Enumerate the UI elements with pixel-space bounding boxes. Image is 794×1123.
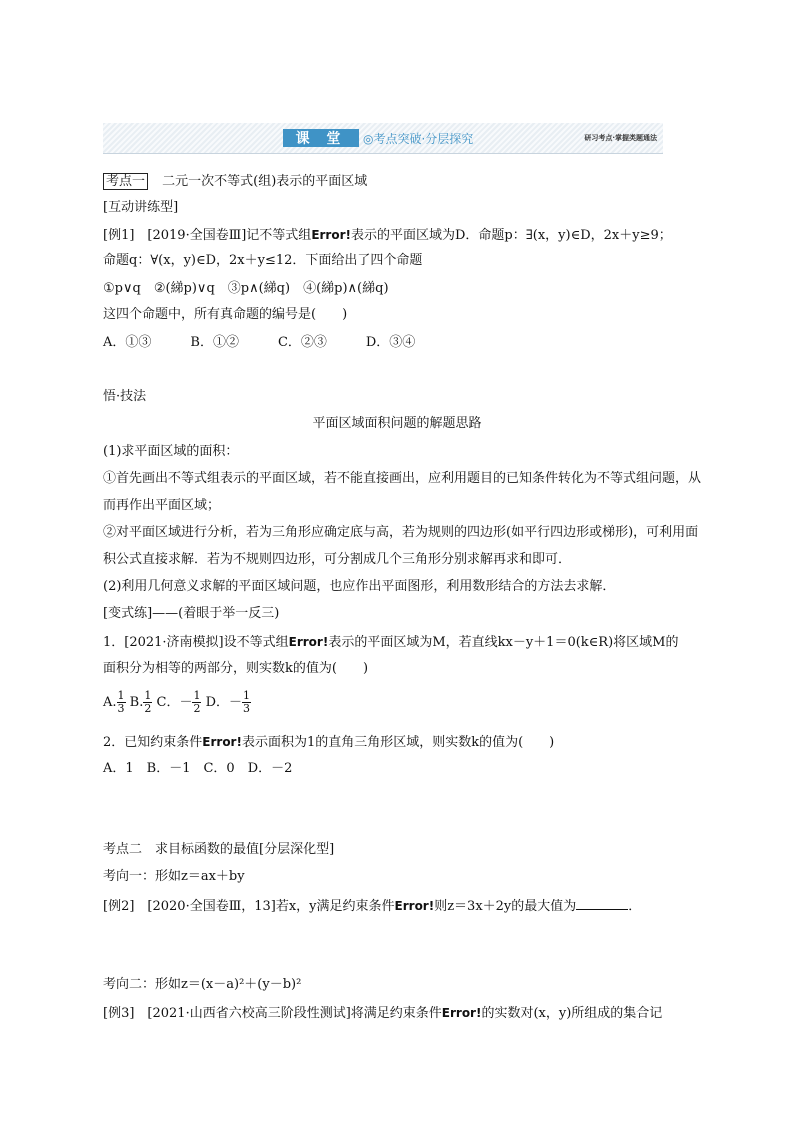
banner-tag: 课 堂 [283, 129, 359, 147]
example1-line2: 命题q：∀(x，y)∈D，2x＋y≤12．下面给出了四个命题 [103, 253, 423, 268]
section1-label: 考点一 [103, 173, 148, 190]
answer-blank [576, 897, 628, 910]
fraction-a: $\frac{1}{3}$ [117, 689, 125, 715]
banner-right-text: 研习考点·掌握类题通法 [584, 134, 657, 142]
example2: [例2] [2020·全国卷Ⅲ，13]若x，y满足约束条件Error!则z＝3x＋2y的最大值为 ． [103, 899, 642, 914]
variant1-options: A. $\frac{1}{3}$ B. $\frac{1}{2}$ C．－ $\frac{1}{2}$ D．－ $\frac{1}{3}$ [103, 689, 251, 715]
method-title: 平面区域面积问题的解题思路 [312, 416, 482, 431]
method-line5: 积公式直接求解．若为不规则四边形，可分割成几个三角形分别求解再求和即可． [103, 552, 572, 567]
section1-heading [103, 173, 367, 191]
fraction-b: $\frac{1}{2}$ [144, 689, 152, 715]
example1-propositions: ①p∨q ②(綈p)∨q ③p∧(綈q) ④(綈p)∧(綈q) [103, 281, 389, 296]
fraction-c: $\frac{1}{2}$ [193, 689, 201, 715]
section-banner [103, 123, 663, 154]
direction2: 考向二：形如z＝(x－a)²＋(y－b)² [103, 977, 302, 992]
variant2-line1: 2．已知约束条件Error!表示面积为1的直角三角形区域，则实数k的值为( ) [103, 735, 555, 750]
example1-line1: [例1] [2019·全国卷Ⅲ]记不等式组Error!表示的平面区域为D．命题p：∃(x，y)∈D，2x＋y≥9； [103, 228, 672, 243]
variant1-line2: 面积分为相等的两部分，则实数k的值为( ) [103, 661, 369, 676]
variant-title: [变式练]——(着眼于举一反三) [103, 606, 280, 621]
section2-title: 考点二 求目标函数的最值[分层深化型] [103, 842, 335, 857]
example3: [例3] [2021·山西省六校高三阶段性测试]将满足约束条件Error!的实数对(x，y)所组成的集合记 [103, 1006, 663, 1021]
method-line6: (2)利用几何意义求解的平面区域问题，也应作出平面图形，利用数形结合的方法去求解． [103, 579, 616, 594]
method-line1: (1)求平面区域的面积： [103, 444, 239, 459]
example1-options: A．①③ B．①② C．②③ D．③④ [103, 335, 416, 350]
section1-title: 二元一次不等式(组)表示的平面区域 [162, 174, 368, 189]
variant1-line1: 1．[2021·济南模拟]设不等式组Error!表示的平面区域为M，若直线kx－y＋1＝0(k∈R)将区域M的 [103, 635, 679, 650]
method-line2: ①首先画出不等式组表示的平面区域，若不能直接画出，应利用题目的已知条件转化为不等式组问题，从 [103, 471, 702, 486]
direction1: 考向一：形如z＝ax＋by [103, 869, 245, 884]
variant2-options: A．1 B．－1 C．0 D．－2 [103, 761, 293, 776]
fraction-d: $\frac{1}{3}$ [243, 689, 251, 715]
method-line4: ②对平面区域进行分析，若为三角形应确定底与高，若为规则的四边形(如平行四边形或梯形)，可利用面 [103, 525, 699, 540]
technique-title: 悟·技法 [103, 389, 147, 404]
section1-type: [互动讲练型] [103, 200, 179, 215]
example1-question: 这四个命题中，所有真命题的编号是( ) [103, 307, 348, 322]
banner-subtitle: ◎考点突破·分层探究 [363, 132, 474, 146]
method-line3: 而再作出平面区域； [103, 498, 221, 513]
